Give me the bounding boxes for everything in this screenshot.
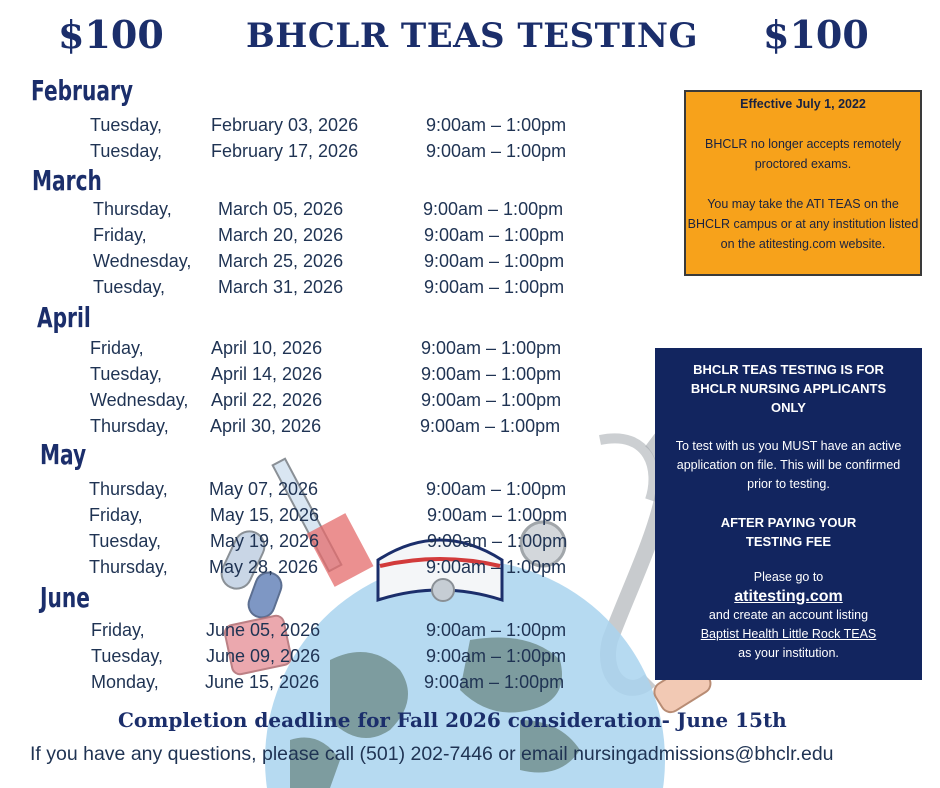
day: Tuesday,: [90, 115, 163, 135]
day: Friday,: [90, 338, 144, 358]
notice-remote-text: BHCLR no longer accepts remotely proctored exams.: [705, 137, 901, 171]
day: Tuesday,: [90, 364, 163, 384]
page-title: BHCLR TEAS TESTING: [246, 16, 698, 56]
applicant-info-box: [655, 348, 922, 680]
time: 9:00am – 1:00pm: [424, 251, 565, 271]
date: May 28, 2026: [209, 557, 319, 577]
time: 9:00am – 1:00pm: [427, 505, 568, 525]
date: June 09, 2026: [206, 646, 321, 666]
time: 9:00am – 1:00pm: [426, 115, 567, 135]
effective-notice-box: [684, 90, 922, 276]
day: Tuesday,: [93, 277, 166, 297]
date: May 19, 2026: [210, 531, 320, 551]
time: 9:00am – 1:00pm: [426, 620, 567, 640]
day: Tuesday,: [91, 646, 164, 666]
day: Thursday,: [90, 416, 169, 436]
time: 9:00am – 1:00pm: [426, 557, 567, 577]
info-heading: BHCLR TEAS TESTING IS FOR BHCLR NURSING APPLICANTS ONLY: [690, 362, 887, 415]
month-heading-april: April: [37, 301, 91, 334]
date: April 22, 2026: [211, 390, 323, 410]
time: 9:00am – 1:00pm: [421, 338, 562, 358]
info-heading-fee: AFTER PAYING YOUR TESTING FEE: [720, 515, 857, 549]
notice-heading: Effective July 1, 2022: [740, 97, 866, 111]
day: Thursday,: [93, 199, 172, 219]
day: Tuesday,: [89, 531, 162, 551]
date: March 31, 2026: [218, 277, 344, 297]
day: Tuesday,: [90, 141, 163, 161]
time: 9:00am – 1:00pm: [420, 416, 561, 436]
date: March 20, 2026: [218, 225, 344, 245]
atitesting-link[interactable]: atitesting.com: [734, 588, 843, 605]
completion-deadline: Completion deadline for Fall 2026 consideration- June 15th: [118, 708, 787, 732]
month-heading-may: May: [40, 438, 87, 471]
day: Friday,: [89, 505, 143, 525]
time: 9:00am – 1:00pm: [427, 531, 568, 551]
day: Friday,: [93, 225, 147, 245]
institution-link[interactable]: Baptist Health Little Rock TEAS: [700, 627, 877, 641]
day: Thursday,: [89, 557, 168, 577]
date: April 14, 2026: [211, 364, 323, 384]
month-heading-june: June: [40, 581, 90, 614]
date: February 17, 2026: [211, 141, 359, 161]
day: Monday,: [91, 672, 159, 692]
info-as-institution: as your institution.: [738, 646, 839, 660]
day: Wednesday,: [93, 251, 192, 271]
date: April 30, 2026: [210, 416, 322, 436]
date: March 05, 2026: [218, 199, 344, 219]
time: 9:00am – 1:00pm: [426, 479, 567, 499]
price-left: $100: [58, 12, 164, 57]
time: 9:00am – 1:00pm: [421, 390, 562, 410]
month-heading-march: March: [32, 164, 102, 197]
contact-line: If you have any questions, please call (501) 202-7446 or email nursingadmissions@bhclr.edu: [30, 743, 834, 765]
date: June 05, 2026: [206, 620, 321, 640]
time: 9:00am – 1:00pm: [426, 141, 567, 161]
info-create-account: and create an account listing: [708, 608, 869, 622]
time: 9:00am – 1:00pm: [421, 364, 562, 384]
day: Thursday,: [89, 479, 168, 499]
info-requirement-text: To test with us you MUST have an active application on file. This will be confirmed prior to testing.: [675, 439, 902, 491]
time: 9:00am – 1:00pm: [424, 277, 565, 297]
month-heading-february: February: [31, 74, 134, 107]
date: June 15, 2026: [205, 672, 320, 692]
day: Wednesday,: [90, 390, 189, 410]
time: 9:00am – 1:00pm: [423, 199, 564, 219]
date: May 15, 2026: [210, 505, 320, 525]
info-go-to: Please go to: [753, 570, 824, 584]
time: 9:00am – 1:00pm: [424, 225, 565, 245]
day: Friday,: [91, 620, 145, 640]
time: 9:00am – 1:00pm: [424, 672, 565, 692]
notice-campus-text: You may take the ATI TEAS on the BHCLR campus or at any institution listed on the atitesting.com website.: [687, 197, 919, 251]
date: April 10, 2026: [211, 338, 323, 358]
date: May 07, 2026: [209, 479, 319, 499]
date: March 25, 2026: [218, 251, 344, 271]
date: February 03, 2026: [211, 115, 359, 135]
price-right: $100: [763, 12, 869, 57]
time: 9:00am – 1:00pm: [426, 646, 567, 666]
